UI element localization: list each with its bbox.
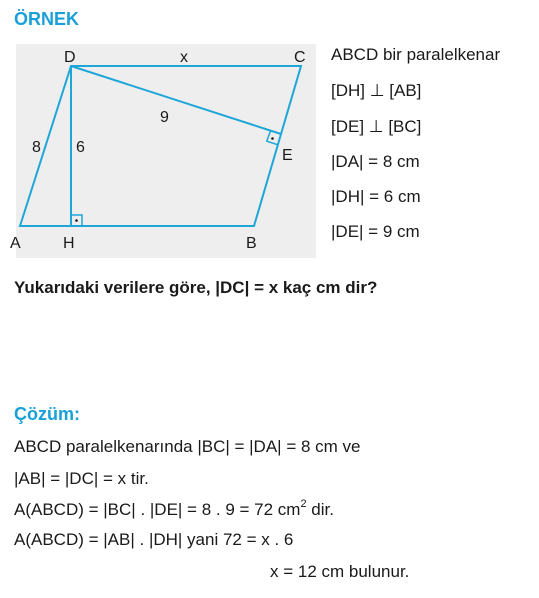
given-2: [DH] ⊥ [AB] [331,81,422,100]
vertex-label-h: H [63,235,75,252]
parallelogram-figure [0,40,320,300]
given-3: [DE] ⊥ [BC] [331,117,422,136]
vertex-label-b: B [246,235,257,252]
solution-line-1: ABCD paralelkenarında |BC| = |DA| = 8 cm ve [14,437,361,456]
given-5: |DH| = 6 cm [331,187,421,206]
side-label-8: 8 [32,139,41,156]
right-angle-dot-h [75,219,78,222]
solution-line-2: |AB| = |DC| = x tir. [14,469,149,488]
given-6: |DE| = 9 cm [331,222,420,241]
vertex-label-c: C [294,49,306,66]
side-label-9: 9 [160,109,169,126]
vertex-label-d: D [64,49,76,66]
solution-line-3-main: A(ABCD) = |BC| . |DE| = 8 . 9 = 72 cm [14,500,301,519]
example-heading: ÖRNEK [14,9,80,29]
given-1: ABCD bir paralelkenar [331,45,501,64]
given-4: |DA| = 8 cm [331,152,420,171]
unit-exponent: 2 [300,498,307,510]
vertex-label-a: A [10,235,21,252]
solution-result: x = 12 cm bulunur. [270,562,410,581]
solution-line-4: A(ABCD) = |AB| . |DH| yani 72 = x . 6 [14,530,294,549]
question-text: Yukarıdaki verilere göre, |DC| = x kaç cm dir? [14,278,378,297]
right-angle-dot-e [271,137,274,140]
solution-line-3-end: dir. [306,500,334,519]
vertex-label-e: E [282,147,293,164]
side-label-x: x [180,49,188,66]
solution-heading: Çözüm: [14,404,80,424]
solution-line-3 [14,500,334,520]
side-label-6: 6 [76,139,85,156]
